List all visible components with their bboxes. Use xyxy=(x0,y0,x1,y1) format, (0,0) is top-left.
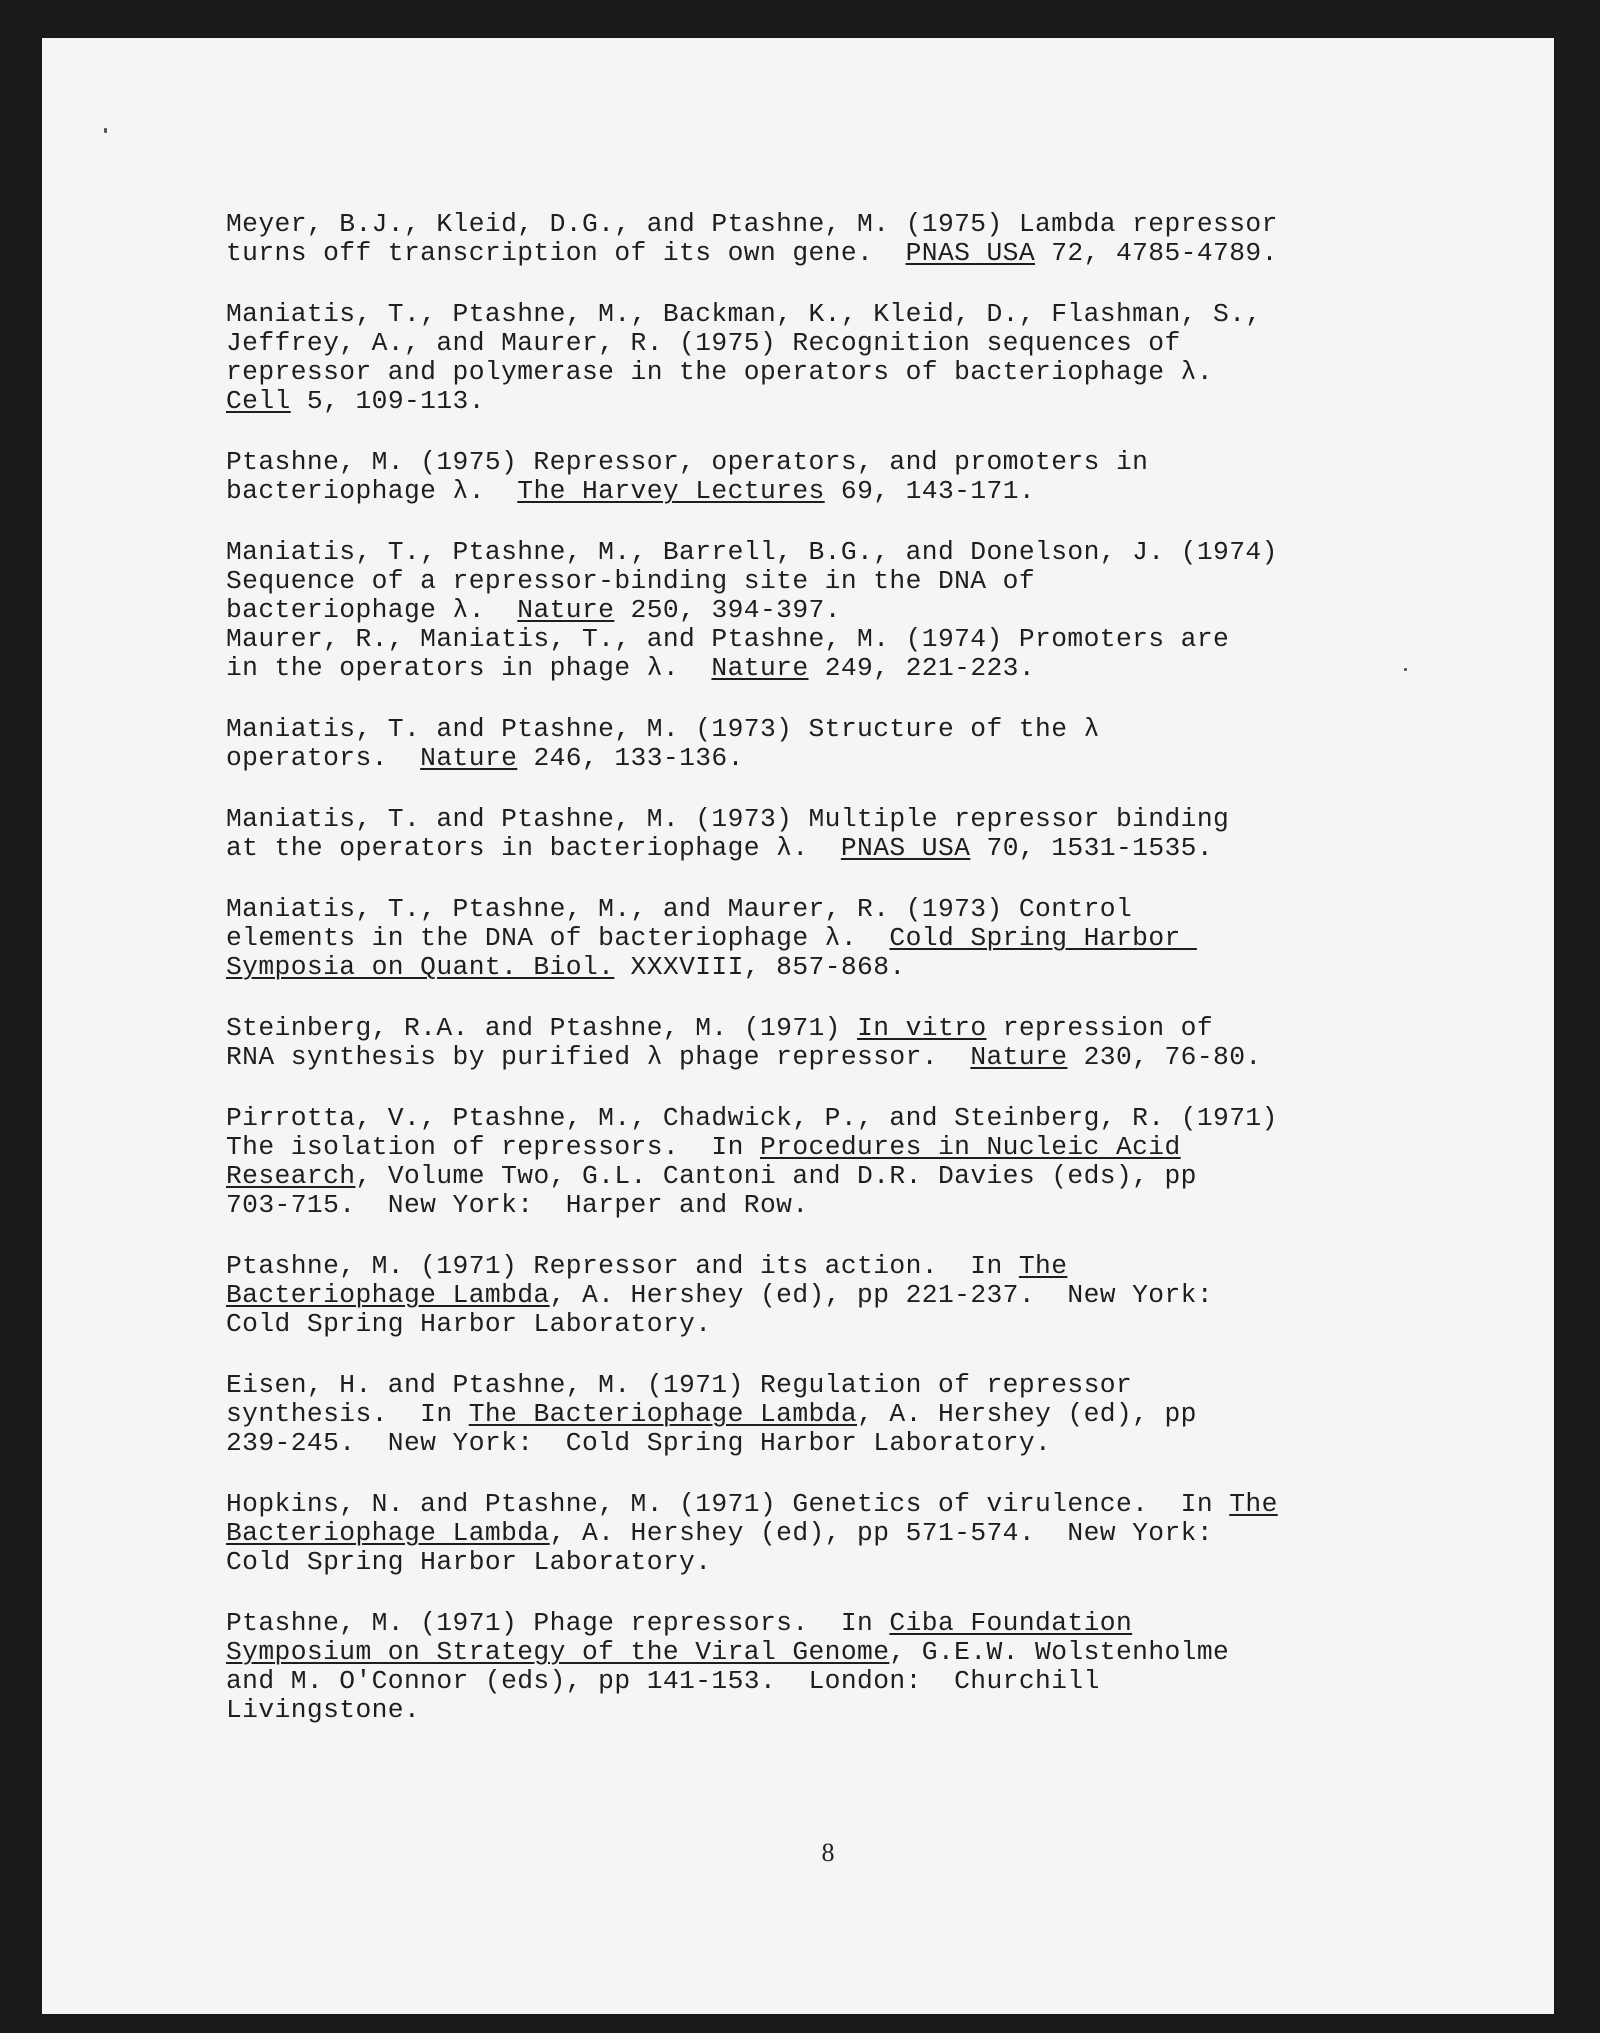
reference-title-underlined: Cold Spring Harbor xyxy=(889,923,1197,953)
reference-title-underlined: In vitro xyxy=(857,1013,987,1043)
reference-text: 5, 109-113. xyxy=(290,386,485,416)
reference-text: , Volume Two, G.L. Cantoni and D.R. Davies (eds), pp xyxy=(355,1161,1197,1191)
reference-title-underlined: Research xyxy=(226,1161,356,1191)
reference-line xyxy=(226,953,1466,982)
reference-entry xyxy=(226,625,1466,683)
reference-text: Maniatis, T., Ptashne, M., and Maurer, R. (1973) Control xyxy=(226,894,1133,924)
reference-text: , A. Hershey (ed), pp 221-237. New York: xyxy=(549,1280,1214,1310)
reference-text: Cold Spring Harbor Laboratory. xyxy=(226,1547,712,1577)
reference-text: 246, 133-136. xyxy=(517,743,744,773)
reference-title-underlined: Symposia on Quant. Biol. xyxy=(226,952,615,982)
reference-text: Steinberg, R.A. and Ptashne, M. (1971) xyxy=(226,1013,858,1043)
reference-line xyxy=(226,567,1466,596)
reference-title-underlined: Nature xyxy=(420,743,518,773)
reference-text: bacteriophage λ. xyxy=(226,595,518,625)
reference-text: Livingstone. xyxy=(226,1695,421,1725)
reference-text: Cold Spring Harbor Laboratory. xyxy=(226,1309,712,1339)
reference-line xyxy=(226,895,1466,924)
reference-line xyxy=(226,1696,1466,1725)
reference-entry xyxy=(226,805,1466,863)
reference-line xyxy=(226,596,1466,625)
reference-text: XXXVIII, 857-868. xyxy=(614,952,906,982)
reference-text: 70, 1531-1535. xyxy=(970,833,1214,863)
reference-text: 703-715. New York: Harper and Row. xyxy=(226,1190,809,1220)
reference-entry xyxy=(226,1371,1466,1458)
reference-line xyxy=(226,1162,1466,1191)
reference-line xyxy=(226,477,1466,506)
reference-line xyxy=(226,329,1466,358)
reference-title-underlined: Ciba Foundation xyxy=(889,1608,1133,1638)
reference-title-underlined: The xyxy=(1018,1251,1068,1281)
reference-entry xyxy=(226,448,1466,506)
reference-text: repression of xyxy=(986,1013,1214,1043)
reference-line xyxy=(226,1281,1466,1310)
page-number: 8 xyxy=(821,1838,835,1867)
reference-list xyxy=(226,210,1466,1757)
reference-line xyxy=(226,1014,1466,1043)
reference-line xyxy=(226,210,1466,239)
reference-line xyxy=(226,239,1466,268)
reference-line xyxy=(226,1371,1466,1400)
reference-line xyxy=(226,300,1466,329)
reference-text: synthesis. In xyxy=(226,1399,469,1429)
reference-line xyxy=(226,538,1466,567)
reference-title-underlined: The Harvey Lectures xyxy=(517,476,825,506)
reference-text: Jeffrey, A., and Maurer, R. (1975) Recognition sequences of xyxy=(226,328,1181,358)
reference-title-underlined: The Bacteriophage Lambda xyxy=(468,1399,858,1429)
reference-line xyxy=(226,805,1466,834)
reference-text: Maniatis, T., Ptashne, M., Barrell, B.G., and Donelson, J. (1974) xyxy=(226,537,1278,567)
reference-text: Ptashne, M. (1971) Phage repressors. In xyxy=(226,1608,890,1638)
reference-line xyxy=(226,448,1466,477)
reference-text: in the operators in phage λ. xyxy=(226,653,712,683)
reference-line xyxy=(226,744,1466,773)
reference-text: turns off transcription of its own gene. xyxy=(226,238,906,268)
reference-text: 230, 76-80. xyxy=(1067,1042,1262,1072)
reference-text: at the operators in bacteriophage λ. xyxy=(226,833,841,863)
reference-title-underlined: Nature xyxy=(970,1042,1068,1072)
reference-entry xyxy=(226,1490,1466,1577)
reference-entry xyxy=(226,1252,1466,1339)
reference-entry xyxy=(226,210,1466,268)
reference-line xyxy=(226,1133,1466,1162)
reference-text: Ptashne, M. (1975) Repressor, operators, and promoters in xyxy=(226,447,1149,477)
reference-line xyxy=(226,1638,1466,1667)
reference-title-underlined: Nature xyxy=(517,595,615,625)
reference-text: Maurer, R., Maniatis, T., and Ptashne, M. (1974) Promoters are xyxy=(226,624,1230,654)
paper-speck xyxy=(104,128,107,133)
reference-text: bacteriophage λ. xyxy=(226,476,518,506)
reference-text: Hopkins, N. and Ptashne, M. (1971) Genetics of virulence. In xyxy=(226,1489,1230,1519)
reference-text: Meyer, B.J., Kleid, D.G., and Ptashne, M. (1975) Lambda repressor xyxy=(226,209,1278,239)
document-page xyxy=(42,38,1554,2014)
reference-title-underlined: Symposium on Strategy of the Viral Genome xyxy=(226,1637,890,1667)
reference-line xyxy=(226,1400,1466,1429)
reference-entry xyxy=(226,1014,1466,1072)
reference-text: , A. Hershey (ed), pp xyxy=(857,1399,1197,1429)
reference-entry xyxy=(226,895,1466,982)
reference-line xyxy=(226,1252,1466,1281)
reference-text: The isolation of repressors. In xyxy=(226,1132,760,1162)
reference-text: Sequence of a repressor-binding site in the DNA of xyxy=(226,566,1036,596)
reference-text: Maniatis, T., Ptashne, M., Backman, K., Kleid, D., Flashman, S., xyxy=(226,299,1262,329)
reference-title-underlined: Cell xyxy=(226,386,291,416)
reference-line xyxy=(226,625,1466,654)
reference-line xyxy=(226,1043,1466,1072)
reference-title-underlined: PNAS USA xyxy=(905,238,1036,268)
reference-title-underlined: The xyxy=(1229,1489,1278,1519)
reference-text: 250, 394-397. xyxy=(614,595,841,625)
reference-line xyxy=(226,924,1466,953)
reference-text: , G.E.W. Wolstenholme xyxy=(889,1637,1230,1667)
reference-text: RNA synthesis by purified λ phage repressor. xyxy=(226,1042,971,1072)
reference-text: , A. Hershey (ed), pp 571-574. New York: xyxy=(549,1518,1214,1548)
reference-line xyxy=(226,1667,1466,1696)
reference-text: elements in the DNA of bacteriophage λ. xyxy=(226,923,890,953)
reference-title-underlined: Nature xyxy=(711,653,809,683)
reference-text: Eisen, H. and Ptashne, M. (1971) Regulation of repressor xyxy=(226,1370,1133,1400)
reference-title-underlined: Bacteriophage Lambda xyxy=(226,1280,550,1310)
reference-text: repressor and polymerase in the operators of bacteriophage λ. xyxy=(226,357,1214,387)
reference-text: 249, 221-223. xyxy=(808,653,1036,683)
reference-entry xyxy=(226,1104,1466,1220)
reference-line xyxy=(226,1104,1466,1133)
reference-text: Maniatis, T. and Ptashne, M. (1973) Multiple repressor binding xyxy=(226,804,1230,834)
reference-line xyxy=(226,1519,1466,1548)
reference-entry xyxy=(226,715,1466,773)
reference-line xyxy=(226,1310,1466,1339)
reference-line xyxy=(226,387,1466,416)
reference-line xyxy=(226,1429,1466,1458)
reference-text: and M. O'Connor (eds), pp 141-153. London: Churchill xyxy=(226,1666,1100,1696)
reference-line xyxy=(226,1548,1466,1577)
reference-line xyxy=(226,1191,1466,1220)
reference-line xyxy=(226,358,1466,387)
reference-entry xyxy=(226,300,1466,416)
reference-line xyxy=(226,834,1466,863)
reference-title-underlined: Procedures in Nucleic Acid xyxy=(759,1132,1181,1162)
reference-line xyxy=(226,1490,1466,1519)
reference-text: Maniatis, T. and Ptashne, M. (1973) Structure of the λ xyxy=(226,714,1100,744)
reference-line xyxy=(226,654,1466,683)
reference-line xyxy=(226,1609,1466,1638)
reference-line xyxy=(226,715,1466,744)
reference-text: 72, 4785-4789. xyxy=(1035,238,1278,268)
reference-text: Ptashne, M. (1971) Repressor and its action. In xyxy=(226,1251,1019,1281)
reference-text: operators. xyxy=(226,743,421,773)
reference-text: 69, 143-171. xyxy=(824,476,1036,506)
reference-title-underlined: PNAS USA xyxy=(840,833,971,863)
reference-title-underlined: Bacteriophage Lambda xyxy=(226,1518,550,1548)
reference-text: Pirrotta, V., Ptashne, M., Chadwick, P., and Steinberg, R. (1971) xyxy=(226,1103,1278,1133)
reference-entry xyxy=(226,538,1466,625)
reference-text: 239-245. New York: Cold Spring Harbor Laboratory. xyxy=(226,1428,1052,1458)
reference-entry xyxy=(226,1609,1466,1725)
